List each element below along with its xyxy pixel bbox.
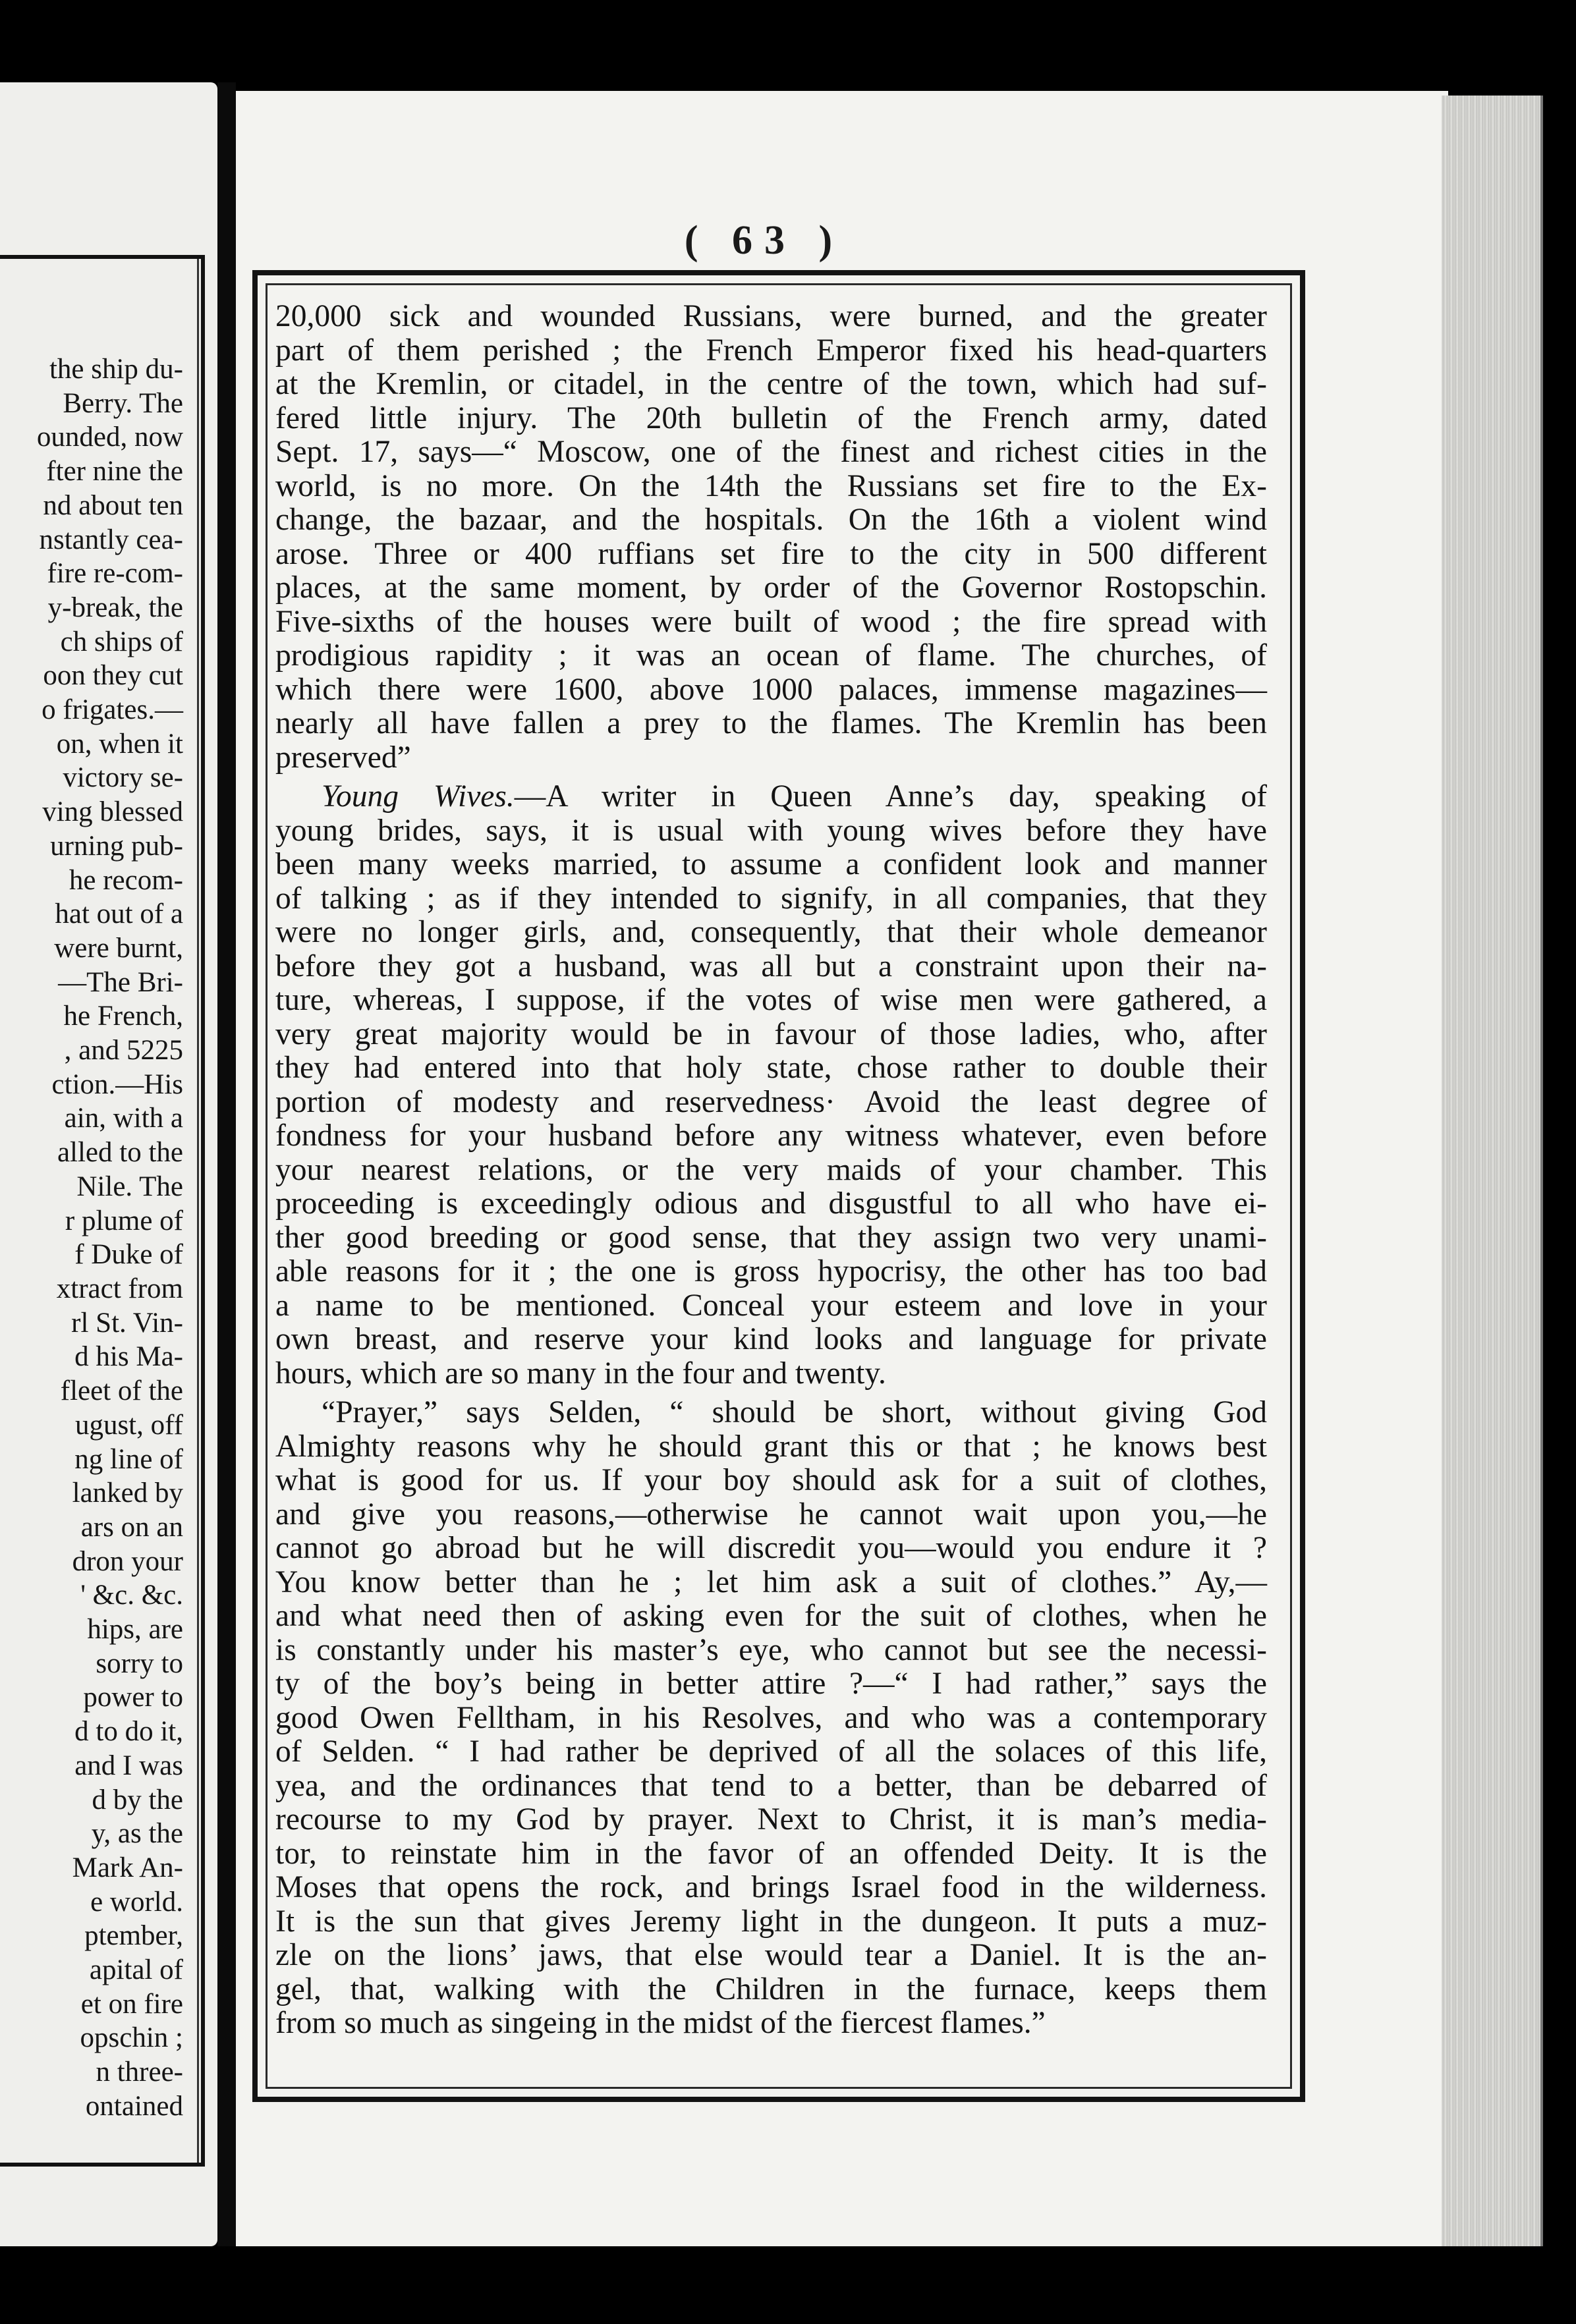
left-column-line: ain, with a	[64, 1103, 183, 1134]
left-column-line: ounded, now	[36, 422, 183, 453]
left-column-line: and I was	[74, 1750, 183, 1781]
left-column-line: nstantly cea-	[39, 524, 183, 555]
left-column-line: fleet of the	[60, 1375, 183, 1407]
text-line: they had entered into that holy state, chose rather to double their	[275, 1051, 1267, 1085]
text-line: which there were 1600, above 1000 palaces, immense magazines—	[275, 672, 1267, 707]
left-column-line: ch ships of	[60, 626, 183, 657]
left-column-line: Mark An-	[72, 1852, 183, 1883]
text-line: cannot go abroad but he will discredit you—would you endure it ?	[275, 1531, 1267, 1565]
text-line: Sept. 17, says—“ Moscow, one of the finest and richest cities in the	[275, 435, 1267, 469]
left-column-line: ction.—His	[51, 1068, 183, 1100]
left-column-line: ng line of	[74, 1443, 183, 1475]
text-line: portion of modesty and reservedness· Avoid the least degree of	[275, 1084, 1267, 1119]
left-column-line: Nile. The	[76, 1171, 183, 1202]
left-column-line: ptember,	[84, 1920, 183, 1952]
left-column-line: d to do it,	[74, 1716, 183, 1748]
left-column-line: hat out of a	[55, 899, 183, 930]
left-column-line: sorry to	[96, 1647, 183, 1679]
left-column-line: rl St. Vin-	[71, 1307, 183, 1339]
left-column-line: ugust, off	[74, 1409, 183, 1441]
text-line: what is good for us. If your boy should ask for a suit of clothes,	[275, 1463, 1267, 1497]
text-line: world, is no more. On the 14th the Russians set fire to the Ex-	[275, 468, 1267, 503]
text-line: tor, to reinstate him in the favor of an offended Deity. It is the	[275, 1836, 1267, 1871]
text-line: very great majority would be in favour of those ladies, who, after	[275, 1016, 1267, 1051]
text-line: Moses that opens the rock, and brings Israel food in the wilderness.	[275, 1870, 1267, 1904]
text-line: places, at the same moment, by order of the Governor Rostopschin.	[275, 570, 1267, 605]
left-column-line: , and 5225	[64, 1035, 183, 1066]
text-line: ture, whereas, I suppose, if the votes of wise men were gathered, a	[275, 983, 1267, 1017]
text-line: been many weeks married, to assume a confident look and manner	[275, 847, 1267, 881]
text-line: and give you reasons,—otherwise he cannot wait upon you,—he	[275, 1497, 1267, 1532]
left-column-line: ving blessed	[42, 796, 183, 828]
text-line: good Owen Felltham, in his Resolves, and who was a contemporary	[275, 1700, 1267, 1735]
text-line: Almighty reasons why he should grant this or that ; he knows best	[275, 1429, 1267, 1464]
left-column-line: d by the	[92, 1784, 183, 1815]
page-number: ( 63 )	[684, 218, 845, 263]
left-column-line: opschin ;	[80, 2022, 183, 2054]
left-column-line: lanked by	[72, 1478, 183, 1509]
text-line: young brides, says, it is usual with young wives before they have	[275, 813, 1267, 848]
left-column-line: f Duke of	[74, 1239, 183, 1271]
text-line: zle on the lions’ jaws, that else would tear a Daniel. It is the an-	[275, 1938, 1267, 1972]
page-edges	[1442, 96, 1543, 2246]
left-column-line: et on fire	[80, 1988, 183, 2020]
left-column-line: he French,	[63, 1001, 183, 1032]
left-column-line: dron your	[72, 1545, 183, 1577]
text-line: a name to be mentioned. Conceal your esteem and love in your	[275, 1288, 1267, 1323]
text-line: proceeding is exceedingly odious and disgustful to all who have ei-	[275, 1186, 1267, 1221]
left-column-line: n three-	[96, 2057, 183, 2088]
text-line: It is the sun that gives Jeremy light in the dungeon. It puts a muz-	[275, 1904, 1267, 1939]
page-body-text	[275, 300, 1267, 2041]
text-line: fered little injury. The 20th bulletin of the French army, dated	[275, 401, 1267, 435]
left-column-line: on, when it	[56, 728, 183, 760]
left-column-line: xtract from	[56, 1273, 183, 1304]
text-line: and what need then of asking even for the suit of clothes, when he	[275, 1599, 1267, 1633]
book-gutter	[217, 82, 236, 2246]
text-line: 20,000 sick and wounded Russians, were burned, and the greater	[275, 299, 1267, 333]
text-line: part of them perished ; the French Emperor fixed his head-quarters	[275, 333, 1267, 368]
left-column-line: hips, are	[87, 1614, 183, 1646]
text-line	[275, 780, 1267, 814]
text-line: of talking ; as if they intended to signify, in all companies, that they	[275, 881, 1267, 916]
text-line: ty of the boy’s being in better attire ?—“ I had rather,” says the	[275, 1667, 1267, 1701]
text-line: at the Kremlin, or citadel, in the centre of the town, which had suf-	[275, 367, 1267, 401]
text-line: Five-sixths of the houses were built of wood ; the fire spread with	[275, 604, 1267, 639]
text-line: nearly all have fallen a prey to the flames. The Kremlin has been	[275, 706, 1267, 740]
text-line: change, the bazaar, and the hospitals. On the 16th a violent wind	[275, 503, 1267, 537]
text-line: before they got a husband, was all but a constraint upon their na-	[275, 949, 1267, 983]
left-column-line: y-break, the	[47, 592, 183, 623]
left-column-line: power to	[83, 1682, 183, 1713]
left-column-line: nd about ten	[43, 489, 183, 521]
left-column-line: ' &c. &c.	[80, 1580, 183, 1611]
text-line: from so much as singeing in the midst of the fiercest flames.”	[275, 2006, 1046, 2040]
left-column-line: were burnt,	[54, 932, 183, 964]
text-line: fondness for your husband before any witness whatever, even before	[275, 1119, 1267, 1153]
left-column-line: d his Ma-	[74, 1341, 183, 1373]
left-column-line: fter nine the	[46, 456, 183, 487]
text-line: arose. Three or 400 ruffians set fire to the city in 500 different	[275, 536, 1267, 571]
left-column-line: the ship du-	[49, 354, 183, 385]
section-heading: Young Wives.	[322, 779, 515, 814]
text-line: able reasons for it ; the one is gross hypocrisy, the other has too bad	[275, 1254, 1267, 1288]
text-line: own breast, and reserve your kind looks and language for private	[275, 1322, 1267, 1356]
text-line: gel, that, walking with the Children in the furnace, keeps them	[275, 1972, 1267, 2006]
left-column-line: fire re-com-	[47, 558, 183, 590]
left-column-line: —The Bri-	[58, 966, 183, 998]
left-column-line: ars on an	[80, 1511, 183, 1543]
text-line: “Prayer,” says Selden, “ should be short, without giving God	[322, 1395, 1267, 1429]
left-column-line: apital of	[89, 1954, 183, 1986]
left-facing-page	[0, 82, 217, 2246]
text-line: is constantly under his master’s eye, who cannot but see the necessi-	[275, 1632, 1267, 1667]
text-line: ther good breeding or good sense, that they assign two very unami-	[275, 1220, 1267, 1255]
left-column-line: r plume of	[65, 1205, 183, 1236]
text-line: yea, and the ordinances that tend to a better, than be debarred of	[275, 1768, 1267, 1803]
text-line: You know better than he ; let him ask a suit of clothes.” Ay,—	[275, 1564, 1267, 1599]
text-line: recourse to my God by prayer. Next to Christ, it is man’s media-	[275, 1802, 1267, 1837]
left-column-line: e world.	[90, 1886, 183, 1918]
text-line: your nearest relations, or the very maids of your chamber. This	[275, 1152, 1267, 1187]
text-line: of Selden. “ I had rather be deprived of all the solaces of this life,	[275, 1734, 1267, 1769]
text-line: prodigious rapidity ; it was an ocean of flame. The churches, of	[275, 638, 1267, 673]
text-line-content: —A writer in Queen Anne’s day, speaking of	[514, 779, 1267, 814]
text-line: hours, which are so many in the four and twenty.	[275, 1356, 886, 1391]
left-column-line: y, as the	[91, 1818, 183, 1850]
left-page-column	[0, 352, 183, 2124]
left-column-line: Berry. The	[63, 387, 183, 419]
left-column-line: alled to the	[57, 1137, 183, 1169]
left-column-line: o frigates.—	[42, 694, 183, 726]
left-column-line: urning pub-	[50, 830, 183, 862]
text-line: were no longer girls, and, consequently, that their whole demeanor	[275, 915, 1267, 949]
left-column-line: oon they cut	[43, 660, 183, 692]
left-column-line: victory se-	[63, 762, 183, 794]
text-line: preserved”	[275, 740, 411, 775]
left-column-line: he recom-	[69, 864, 183, 896]
left-column-line: ontained	[85, 2090, 183, 2122]
